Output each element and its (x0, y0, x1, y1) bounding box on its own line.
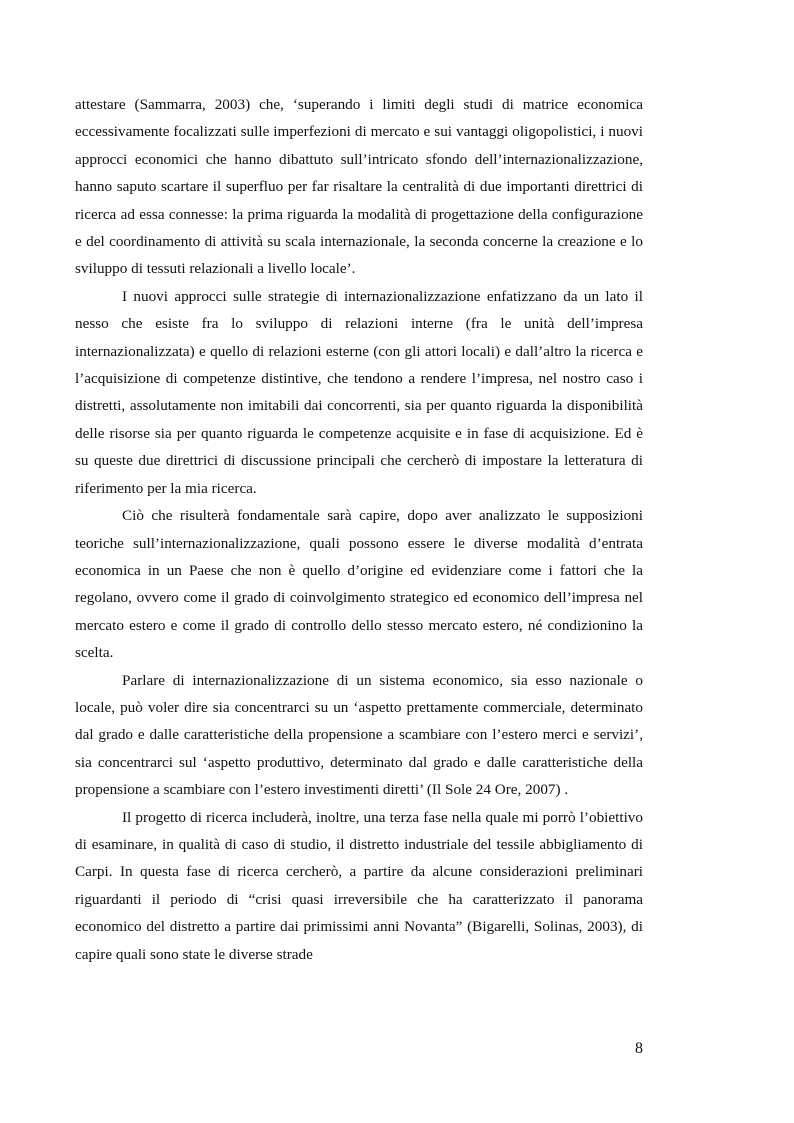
paragraph-research-project: Il progetto di ricerca includerà, inoltre, una terza fase nella quale mi porrò l’obiettivo di esaminare, in qualità di caso di studio, il distretto industriale del tessile abbigliamento di Carpi. In questa fase di ricerca cercherò, a partire da alcune considerazioni preliminari riguardanti il periodo di “crisi quasi irreversibile che ha caratterizzato il panorama economico del distretto a partire dai primissimi anni Novanta” (Bigarelli, Solinas, 2003), di capire quali sono state le diverse strade (75, 808, 643, 963)
paragraph-new-approaches: I nuovi approcci sulle strategie di internazionalizzazione enfatizzano da un lato il nesso che esiste fra lo sviluppo di relazioni interne (fra le unità dell’impresa internazionalizzata) e quello di relazioni esterne (con gli attori locali) e dall’altro la ricerca e l’acquisizione di competenze distintive, che tendono a rendere l’impresa, nel nostro caso i distretti, assolutamente non imitabili dai concorrenti, sia per quanto riguarda la disponibilità delle risorse sia per quanto riguarda le competenze acquisite e in fase di acquisizione. Ed è su queste due direttrici di discussione principali che cercherò di impostare la letteratura di riferimento per la mia ricerca. (75, 287, 643, 497)
paragraph-continuation: attestare (Sammarra, 2003) che, ‘superando i limiti degli studi di matrice economica eccessivamente focalizzati sulle imperfezioni di mercato e sui vantaggi oligopolistici, i nuovi approcci economici che hanno dibattuto sull’intricato sfondo dell’internazionalizzazione, hanno saputo scartare il superfluo per far risaltare la centralità di due importanti direttrici di ricerca ad essa connesse: la prima riguarda la modalità di progettazione della configurazione e del coordinamento di attività su scala internazionale, la seconda concerne la creazione e lo sviluppo di tessuti relazionali a livello locale’. (75, 96, 643, 278)
paragraph-entry-modes: Ciò che risulterà fondamentale sarà capire, dopo aver analizzato le supposizioni teoriche sull’internazionalizzazione, quali possono essere le diverse modalità d’entrata economica in un Paese che non è quello d’origine ed evidenziare come i fattori che la regolano, ovvero come il grado di coinvolgimento strategico ed economico dell’impresa nel mercato estero e come il grado di controllo dello stesso mercato estero, né condizionino la scelta. (75, 507, 643, 662)
paragraph-internationalization-meaning: Parlare di internazionalizzazione di un sistema economico, sia esso nazionale o locale, può voler dire sia concentrarci su un ‘aspetto prettamente commerciale, determinato dal grado e dalle caratteristiche della propensione a scambiare con l’estero merci e servizi’, sia concentrarci sul ‘aspetto produttivo, determinato dal grado e dalle caratteristiche della propensione a scambiare con l’estero investimenti diretti’ (Il Sole 24 Ore, 2007) . (75, 671, 643, 799)
page-number: 8 (635, 1040, 643, 1057)
page-body (75, 91, 643, 968)
